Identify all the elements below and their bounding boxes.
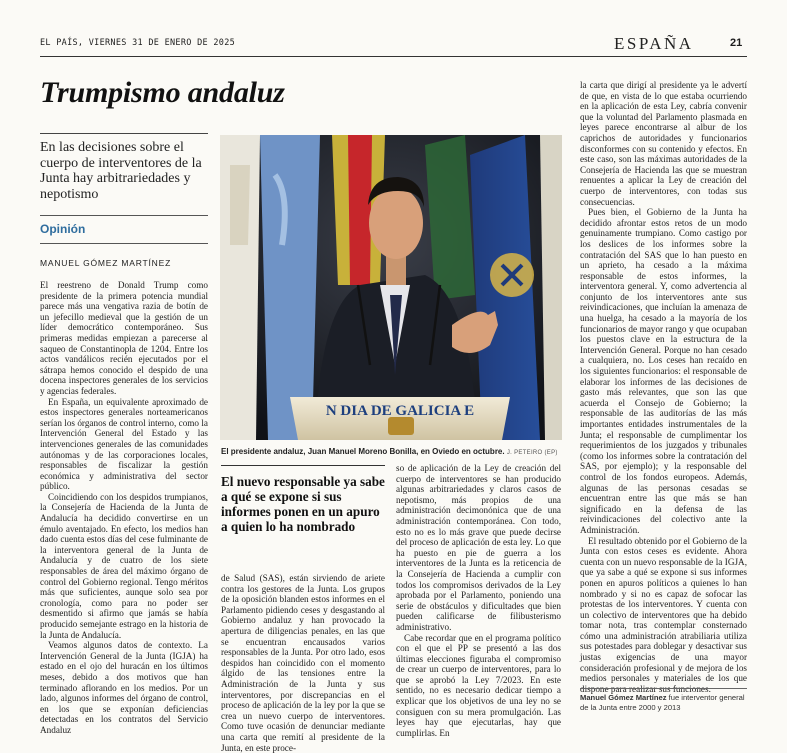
podium-text: N DIA DE GALICIA E bbox=[325, 403, 475, 419]
body-column-1 bbox=[40, 280, 208, 736]
header-rule bbox=[40, 56, 747, 57]
page-number: 21 bbox=[730, 37, 743, 49]
photo-caption bbox=[221, 447, 561, 456]
photo-illustration bbox=[220, 135, 562, 440]
bio-text: fue interventor general de la Junta entre 2000 y 2013 bbox=[580, 693, 745, 712]
paragraph: la carta que dirigí al presidente ya le advertí de que, en vista de lo que estaba ocurriendo en la aplicación de esta Ley, cabría convenir que la voluntad del Parlamento plasmada en leyes parece encontrarse al albur de los caprichos de autoridades y funcionarios disconformes con su contenido y efectos. En este caso, son las máximas autoridades de la Consejería de Hacienda las que se muestran renuentes a aplicar la Ley de creación del cuerpo de interventores, con todas sus consecuencias. bbox=[580, 80, 747, 207]
paragraph: Veamos algunos datos de contexto. La Intervención General de la Junta (IGJA) ha estado en el ojo del huracán en los últimos meses, debido a dos motivos que han terminado aflorando en los medios. Por un lado, algunos informes del órgano de control, en los que se exponían deficiencias detectadas en los contratos del Servicio Andaluz bbox=[40, 640, 208, 735]
section-label: ESPAÑA bbox=[614, 34, 694, 53]
paragraph: Pues bien, el Gobierno de la Junta ha decidido afrontar estos retos de un modo genuinamente trumpiano. Como castigo por los deslices de los informes sobre la contratación del SAS que lo han puesto en un aprieto, ha cesado a la máxima responsable de estos informes, la interventora general. Y, como advertencia al conjunto de los interventores ante sus reivindicaciones, que incluían la amenaza de una huelga, ha cesado a la mayoría de los funcionarios de mayor rango y que ocupaban los puestos clave en la estructura de la Intervención General. Porque no han cesado a cualquiera, no. Los ceses han recaído en los siguientes funcionarios: el responsable de elaborar los informes de las decisiones de gasto más relevantes, que son las que acuerda el Consejo de Gobierno; la responsable de las auditorías de las más importantes entidades instrumentales de la Junta; el responsable de cumplimentar los requerimientos de los juzgados y tribunales (como los informes sobre la contratación del SAS, por ejemplo); y la responsable del control de los fondos europeos. Además, algunas de las personas cesadas se encuentran entre las que más se han significado en la defensa de las reivindicaciones del colectivo ante la Administración. bbox=[580, 207, 747, 535]
article-photo bbox=[220, 135, 562, 440]
pullquote-rule bbox=[221, 465, 385, 466]
bio-name: Manuel Gómez Martínez bbox=[580, 693, 667, 702]
subhead-rule bbox=[40, 133, 208, 134]
paragraph: Cabe recordar que en el programa político con el que el PP se presentó a las dos últimas elecciones figuraba el compromiso de crear un cuerpo de interventores, para lo que se aprobó la Ley 7/2023. En este sentido, no es necesario dedicar tiempo a explicar que los objetivos de una ley no se consiguen con su mera promulgación. Las leyes hay que ejecutarlas, hay que cumplirlas. En bbox=[396, 632, 561, 738]
bio-rule bbox=[580, 688, 747, 689]
body-column-2 bbox=[221, 573, 385, 753]
paragraph: El reestreno de Donald Trump como presidente de la primera potencia mundial parece más una vengativa razia de botín de un jefecillo medieval que la gestión de un líder democrático contemporáneo. Sus primeras medidas empiezan a parecerse al saqueo de Constantinopla de 1204. Entre los actos vandálicos recién ejecutados por el sátrapa hemos conocido el despido de una docena inspectores generales de los servicios y agencias federales. bbox=[40, 280, 208, 396]
article-subhead: En las decisiones sobre el cuerpo de interventores de la Junta hay arbitrariedades y nepotismo bbox=[40, 140, 202, 202]
author-bio bbox=[580, 693, 750, 712]
body-column-4 bbox=[580, 80, 747, 694]
masthead-date: EL PAÍS, VIERNES 31 DE ENERO DE 2025 bbox=[40, 38, 236, 48]
opinion-kicker: Opinión bbox=[40, 222, 86, 236]
paragraph: En España, un equivalente aproximado de estos inspectores generales norteamericanos serían los órganos de control interno, como la Intervención General del Estado y las intervenciones generales de las comunidades autónomas y de las corporaciones locales, responsables de fiscalizar la gestión económica y administrativa del sector público. bbox=[40, 396, 208, 492]
photo-credit: J. PETEIRO (EP) bbox=[506, 450, 558, 456]
article-title: Trumpismo andaluz bbox=[40, 76, 285, 109]
pullquote: El nuevo responsable ya sabe a qué se expone si sus informes ponen en un apuro a quien lo ha nombrado bbox=[221, 474, 385, 534]
paragraph: Coincidiendo con los despidos trumpianos, la Consejería de Hacienda de la Junta de Andalucía ha decidido convertirse en un émulo aventajado. En efecto, los medios han dado cuenta estos días del cese fulminante de la interventora general de la Junta de Andalucía y de cuatro de los siete responsables de área del máximo órgano de control del Gobierno regional. Tengo méritos más que suficientes, aunque solo sea por cronología, como para no poder ser desmentido si afirmo que jamás se había producido semejante estrago en la historia de la Junta de Andalucía. bbox=[40, 491, 208, 640]
paragraph: El resultado obtenido por el Gobierno de la Junta con estos ceses es evidente. Ahora cuenta con un nuevo responsable de la IGJA, que ya sabe a qué se expone si sus informes ponen en apuros políticos a quienes lo han nombrado y si no es capaz de sofocar las protestas de los interventores. Y cuenta con un colectivo de interventores que ha debido tomar nota, tras contemplar consternado cómo una administración atrabiliaria utiliza sus potestades para doblegar y desactivar sus justas exigencias de una mayor consideración profesional y de mejora de los medios personales y materiales de los que bbox=[580, 535, 747, 684]
kicker-rule-top bbox=[40, 215, 208, 216]
author-byline: MANUEL GÓMEZ MARTÍNEZ bbox=[40, 258, 172, 268]
paragraph: so de aplicación de la Ley de creación del cuerpo de interventores se han producido algunas arbitrariedades y claros casos de nepotismo, más propios de una administración decimonónica que de una administración contemporánea. Con todo, esto no es lo más grave que puede decirse del proceso de aplicación de esta ley. Lo que ha puesto en pie de guerra a los interventores de la Junta es la reticencia de la Consejería de Hacienda a cumplir con todos los compromisos derivados de la Ley aprobada por el Parlamento, poniendo una serie de obstáculos y dificultades que bien pueden calificarse de filibusterismo administrativo. bbox=[396, 463, 561, 632]
kicker-rule-bottom bbox=[40, 243, 208, 244]
paragraph: de Salud (SAS), están sirviendo de ariete contra los gestores de la Junta. Los grupos de la oposición blanden estos informes en el Parlamento pidiendo ceses y desgastando al Gobierno andaluz y han provocado la apertura de diligencias penales, en las que se encuentran encausados varios responsables de la Junta. Por otro lado, esos despidos han coincidido con el momento álgido de las tensiones entre la Administración de la Junta y sus interventores, por discrepancias en el proceso de aplicación de la ley por la que se crea un nuevo cuerpo de interventores. Como tuve ocasión de denunciar mediante una carta que remití al presidente de la Junta, en este proce- bbox=[221, 573, 385, 753]
body-column-3 bbox=[396, 463, 561, 738]
caption-text: El presidente andaluz, Juan Manuel Moreno Bonilla, en Oviedo en octubre. bbox=[221, 447, 505, 456]
